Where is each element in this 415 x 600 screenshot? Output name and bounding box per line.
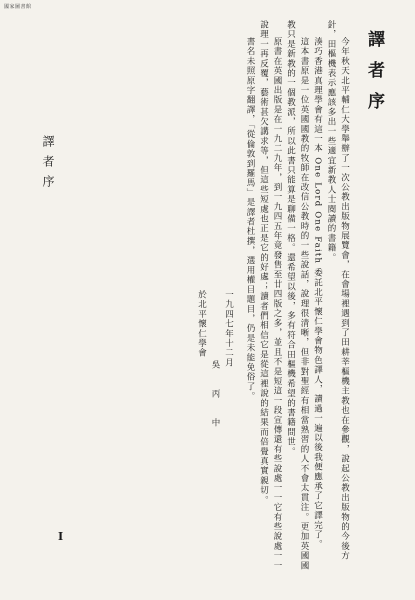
paragraph: 今年秋天北平輔仁大學舉辦了一次公教出版物展覽會，在會場裡遇到了田耕莘樞機主教也在參觀，說起公教出版物的今後方針，田樞機表示應該多出一些適宜新教人士閱讀的書籍。: [326, 20, 350, 561]
paragraph: 原書在英國出版是在一九二九年，到一九四五年竟發售至廿四版之多，並且不是短這一段宣傳還有些說處一一它有些說處一一說理一再反覆，藝術甚欠講求等，但這些短處也正是它的好處；讀者們相信它是從這裡說的結果而倍覺真實親切。: [258, 20, 282, 571]
library-stamp: 國家圖書館: [4, 4, 32, 10]
page-number: I: [58, 530, 64, 543]
signature-author: 吳 丙 中: [210, 360, 220, 433]
paragraph: 這本書原是一位英國國教的牧師在改信公教時的一些說話，說理很清晰，但非對聖經有相當熟習的人不會太貫注。更加英國國教只是新教的一個教派，所以此書只能算是聊備一格。還希望以後，多有符合田樞機希望的書籍問世。: [285, 20, 309, 571]
paragraph: 湊巧香港真理學會有這一本 One Lord One Faith 委託北平懷仁學會物色譯人，讀過一遍以後我便應承了它譯完了。: [312, 37, 323, 550]
preface-title: 譯者序: [364, 30, 384, 123]
signature-organization: 於北平懷仁學會: [196, 290, 207, 358]
signature-date: 一九四七年十二月: [223, 290, 234, 368]
preface-body: [80, 20, 384, 580]
running-header: 譯者序: [41, 135, 55, 195]
paragraph: 書名未照原字翻譯，「從倫敦到羅馬」是譯者杜撰，選用權目題目，仍是未能免俗了。: [245, 37, 255, 402]
